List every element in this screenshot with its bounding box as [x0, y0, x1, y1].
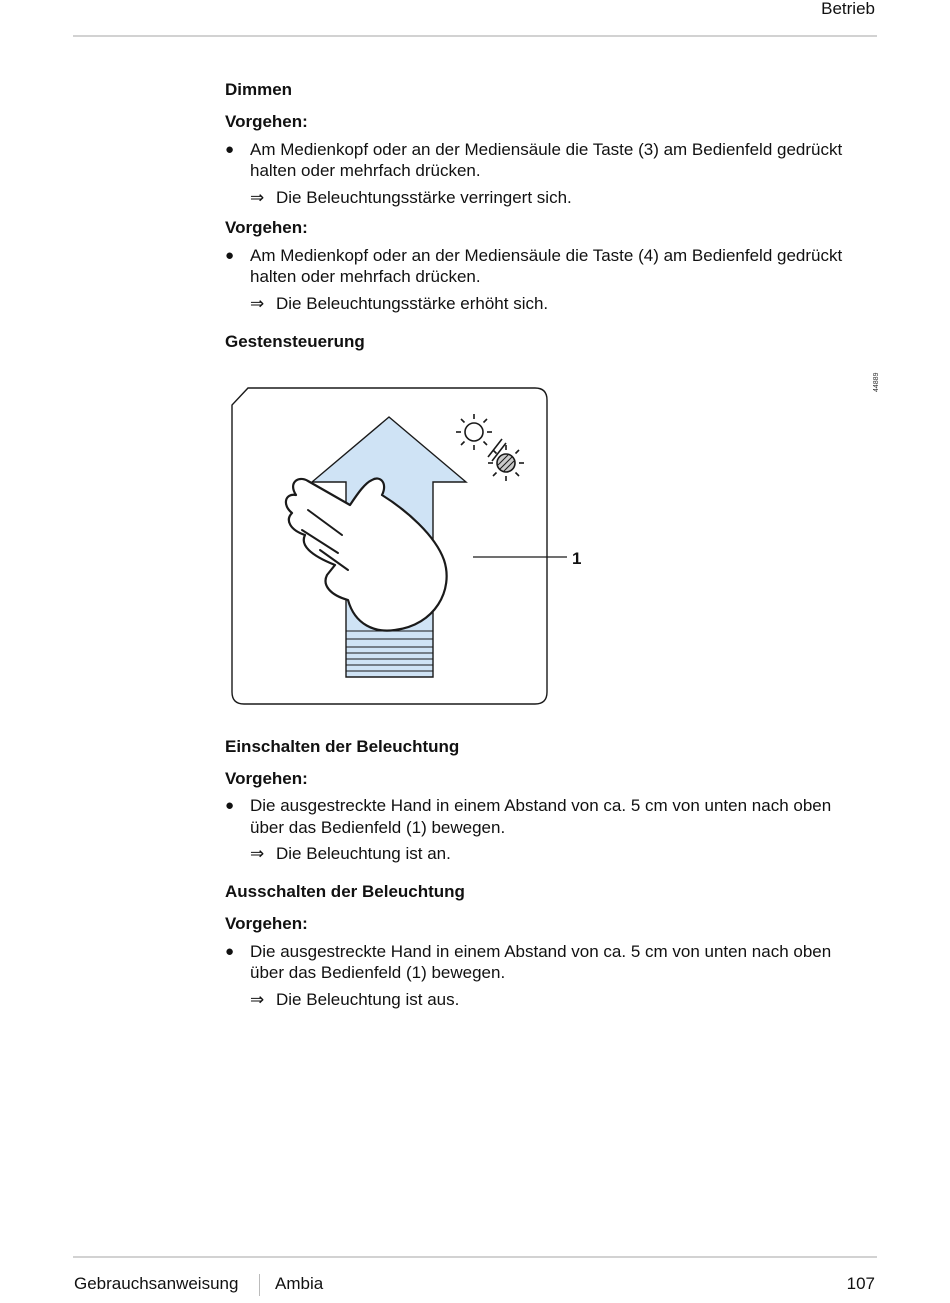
result-text: Die Beleuchtungsstärke verringert sich. — [276, 188, 572, 207]
page-number: 107 — [846, 1274, 875, 1293]
step-result — [250, 293, 548, 315]
result-text: Die Beleuchtung ist an. — [276, 844, 451, 863]
section-heading-switch-on: Einschalten der Beleuchtung — [225, 737, 460, 756]
step-result — [250, 843, 451, 865]
footer-doc-type: Gebrauchsanweisung — [74, 1274, 239, 1293]
step-text-line: Die ausgestreckte Hand in einem Abstand von ca. 5 cm von unten nach oben — [250, 942, 832, 961]
gesture-control-illustration — [230, 385, 600, 710]
result-text: Die Beleuchtungsstärke erhöht sich. — [276, 294, 549, 313]
header-rule — [73, 35, 877, 37]
step-label: Vorgehen: — [225, 112, 308, 131]
step-result — [250, 989, 459, 1011]
step-text-line: Am Medienkopf oder an der Mediensäule die Taste (4) am Bedienfeld gedrückt — [250, 246, 843, 265]
callout-label: 1 — [572, 549, 582, 568]
result-arrow-icon: ⇒ — [250, 294, 265, 313]
step-label: Vorgehen: — [225, 914, 308, 933]
step-text-line: Am Medienkopf oder an der Mediensäule die Taste (3) am Bedienfeld gedrückt — [250, 140, 843, 159]
bullet-icon: ● — [225, 141, 235, 158]
figure-id: 44889 — [873, 372, 880, 392]
bullet-icon: ● — [225, 247, 235, 264]
footer-separator — [259, 1274, 260, 1296]
footer-rule — [73, 1256, 877, 1258]
step-label: Vorgehen: — [225, 218, 308, 237]
section-heading-dimmen: Dimmen — [225, 80, 293, 99]
bullet-icon: ● — [225, 943, 235, 960]
bullet-icon: ● — [225, 797, 235, 814]
result-arrow-icon: ⇒ — [250, 844, 265, 863]
footer-product: Ambia — [275, 1274, 324, 1293]
page-header-section: Betrieb — [821, 0, 875, 18]
step-label: Vorgehen: — [225, 769, 308, 788]
step-text-line: über das Bedienfeld (1) bewegen. — [250, 818, 506, 837]
result-arrow-icon: ⇒ — [250, 990, 265, 1009]
section-heading-switch-off: Ausschalten der Beleuchtung — [225, 882, 465, 901]
step-text-line: halten oder mehrfach drücken. — [250, 161, 481, 180]
step-text-line: halten oder mehrfach drücken. — [250, 267, 481, 286]
step-text-line: über das Bedienfeld (1) bewegen. — [250, 963, 506, 982]
result-text: Die Beleuchtung ist aus. — [276, 990, 460, 1009]
step-text-line: Die ausgestreckte Hand in einem Abstand von ca. 5 cm von unten nach oben — [250, 796, 832, 815]
section-heading-gesture: Gestensteuerung — [225, 332, 365, 351]
result-arrow-icon: ⇒ — [250, 188, 265, 207]
step-result — [250, 187, 572, 209]
